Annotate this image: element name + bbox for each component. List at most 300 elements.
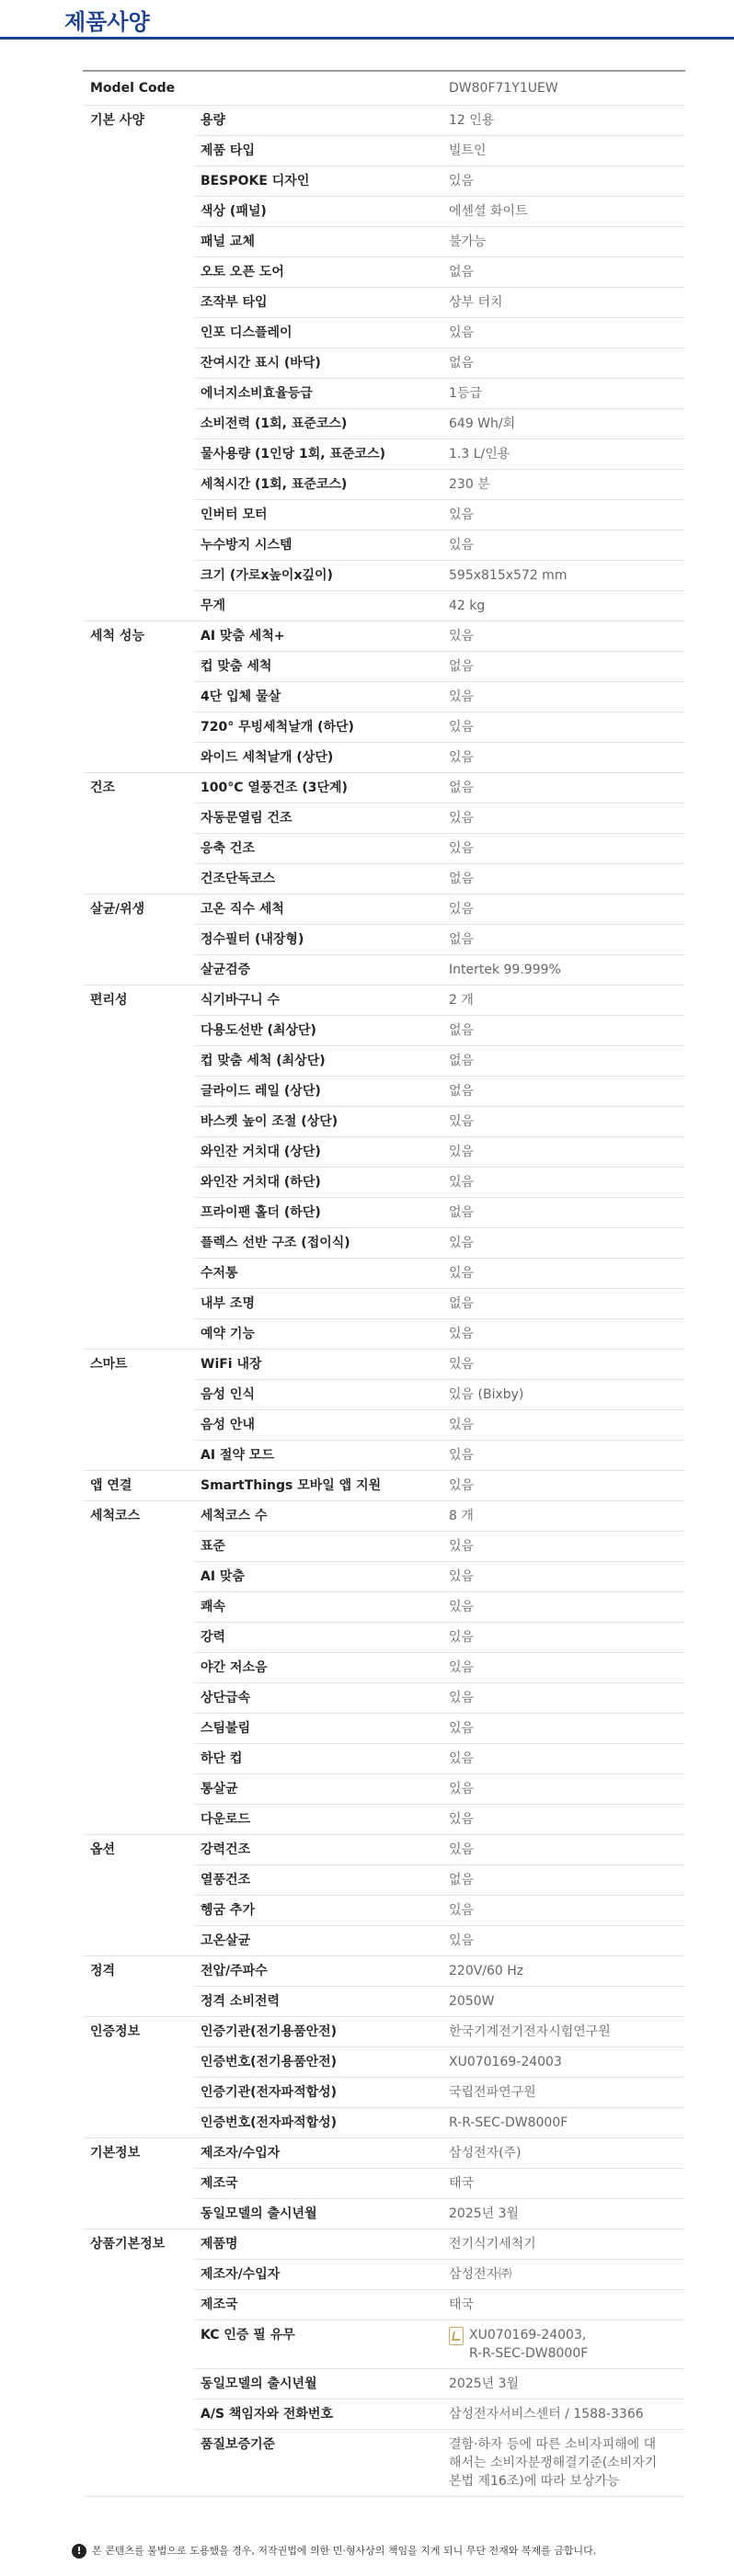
spec-value: 있음 [442, 1835, 685, 1865]
spec-label: AI 맞춤 세척+ [193, 621, 442, 652]
spec-value: 있음 [442, 1805, 685, 1835]
spec-row [83, 439, 685, 470]
spec-row [83, 470, 685, 500]
category-label: 살균/위생 [90, 902, 145, 917]
category-label [83, 1410, 193, 1441]
spec-row [83, 379, 685, 409]
spec-row [83, 1016, 685, 1046]
category-label [83, 1228, 193, 1259]
spec-value: 있음 [442, 804, 685, 834]
spec-row [83, 1441, 685, 1471]
spec-value: 12 인용 [442, 106, 685, 136]
spec-row [83, 1501, 685, 1532]
spec-value: 빌트인 [442, 136, 685, 166]
spec-row [83, 2369, 685, 2399]
spec-row [83, 348, 685, 379]
title-bar [0, 0, 734, 40]
spec-row [83, 1926, 685, 1956]
category-label [83, 166, 193, 197]
category-label [83, 1077, 193, 1107]
spec-label: 인포 디스플레이 [193, 318, 442, 348]
spec-row [83, 1137, 685, 1168]
spec-value: 있음 [442, 1410, 685, 1441]
spec-label: 통살균 [193, 1774, 442, 1805]
spec-row [83, 2199, 685, 2229]
spec-label: 제조국 [193, 2169, 442, 2199]
spec-row [83, 864, 685, 895]
spec-value: 2025년 3월 [442, 2199, 685, 2229]
spec-row [83, 1319, 685, 1350]
spec-row [83, 2138, 685, 2169]
spec-row [83, 1259, 685, 1289]
spec-label: 상단급속 [193, 1683, 442, 1714]
category-label [83, 712, 193, 743]
spec-value: 있음 [442, 1683, 685, 1714]
category-label: 세척코스 [90, 1509, 141, 1523]
spec-value: 없음 [442, 652, 685, 682]
spec-value: 있음 [442, 166, 685, 197]
category-label: 정격 [90, 1964, 116, 1978]
spec-label: 제품 타입 [193, 136, 442, 166]
spec-label: 하단 컵 [193, 1744, 442, 1774]
spec-row [83, 804, 685, 834]
spec-value: 없음 [442, 773, 685, 804]
spec-label: 누수방지 시스템 [193, 530, 442, 561]
spec-label: KC 인증 필 유무 [193, 2320, 442, 2369]
spec-value: 삼성전자㈜ [442, 2260, 685, 2290]
category-label [83, 1562, 193, 1592]
category-label [83, 2430, 193, 2497]
spec-value: 있음 [442, 1714, 685, 1744]
spec-row [83, 288, 685, 318]
category-label: 기본 사양 [90, 113, 144, 128]
spec-value: 있음 [442, 834, 685, 864]
spec-row [83, 1046, 685, 1077]
spec-value: 불가능 [442, 227, 685, 257]
spec-label: 패널 교체 [193, 227, 442, 257]
spec-row [83, 227, 685, 257]
spec-value: 있음 [442, 1653, 685, 1683]
category-label [83, 955, 193, 986]
spec-label: 인증번호(전기용품안전) [193, 2047, 442, 2078]
spec-row [83, 1744, 685, 1774]
spec-value: 있음 [442, 621, 685, 652]
category-label [83, 1380, 193, 1410]
spec-row [83, 2430, 685, 2497]
spec-table-wrap [83, 70, 685, 2497]
spec-value: 230 분 [442, 470, 685, 500]
spec-value: 있음 [442, 1562, 685, 1592]
spec-value: 2 개 [442, 986, 685, 1016]
spec-value: 없음 [442, 925, 685, 955]
spec-label: 내부 조명 [193, 1289, 442, 1319]
spec-value: 있음 [442, 1623, 685, 1653]
model-row [83, 72, 685, 106]
category-label [83, 500, 193, 530]
spec-row [83, 2047, 685, 2078]
category-label [83, 561, 193, 591]
spec-row [83, 925, 685, 955]
spec-label: 오토 오픈 도어 [193, 257, 442, 288]
spec-label: 크기 (가로x높이x깊이) [193, 561, 442, 591]
category-label [83, 1987, 193, 2017]
spec-label: 표준 [193, 1532, 442, 1562]
spec-value [442, 2320, 685, 2369]
category-label [83, 2078, 193, 2108]
category-label [83, 1046, 193, 1077]
category-label [83, 1805, 193, 1835]
category-label [83, 1289, 193, 1319]
spec-label: 헹굼 추가 [193, 1896, 442, 1926]
spec-value: 있음 [442, 1532, 685, 1562]
category-label [83, 2260, 193, 2290]
spec-row [83, 1835, 685, 1865]
category-label [83, 1441, 193, 1471]
spec-row [83, 1471, 685, 1501]
spec-value: 있음 [442, 1441, 685, 1471]
spec-value: 에센셜 화이트 [442, 197, 685, 227]
spec-label: BESPOKE 디자인 [193, 166, 442, 197]
category-label [83, 1714, 193, 1744]
category-label [83, 409, 193, 439]
spec-label: 제조국 [193, 2290, 442, 2320]
spec-row [83, 1107, 685, 1137]
category-label [83, 2399, 193, 2430]
spec-row [83, 1683, 685, 1714]
spec-label: 에너지소비효율등급 [193, 379, 442, 409]
category-label [83, 1319, 193, 1350]
spec-value: 전기식기세척기 [442, 2229, 685, 2260]
spec-row [83, 166, 685, 197]
spec-label: 무게 [193, 591, 442, 621]
spec-label: 품질보증기준 [193, 2430, 442, 2497]
category-label: 기본정보 [90, 2146, 141, 2160]
category-label [83, 682, 193, 712]
category-label [83, 1896, 193, 1926]
spec-row [83, 2290, 685, 2320]
spec-row [83, 1532, 685, 1562]
category-label [83, 530, 193, 561]
spec-label: 응축 건조 [193, 834, 442, 864]
category-label [83, 1107, 193, 1137]
category-label [83, 2047, 193, 2078]
spec-value: 있음 [442, 1137, 685, 1168]
category-label [83, 1683, 193, 1714]
spec-label: 스팀불림 [193, 1714, 442, 1744]
spec-row [83, 2229, 685, 2260]
category-label [83, 288, 193, 318]
category-label [83, 2290, 193, 2320]
spec-value: 없음 [442, 1289, 685, 1319]
spec-row [83, 1350, 685, 1380]
spec-value: 있음 [442, 1319, 685, 1350]
spec-label: 720° 무빙세척날개 (하단) [193, 712, 442, 743]
spec-label: 글라이드 레일 (상단) [193, 1077, 442, 1107]
category-label [83, 439, 193, 470]
model-value: DW80F71Y1UEW [442, 72, 685, 106]
spec-row [83, 1380, 685, 1410]
page-title: 제품사양 [64, 9, 150, 35]
spec-value: 있음 [442, 1350, 685, 1380]
spec-value: 있음 [442, 712, 685, 743]
spec-row [83, 1956, 685, 1987]
spec-row [83, 1805, 685, 1835]
spec-value: 있음 [442, 1259, 685, 1289]
spec-value: 없음 [442, 1077, 685, 1107]
spec-value: 220V/60 Hz [442, 1956, 685, 1987]
spec-row [83, 743, 685, 773]
category-label: 건조 [90, 781, 116, 795]
spec-label: 고온살균 [193, 1926, 442, 1956]
spec-row [83, 561, 685, 591]
spec-value: 8 개 [442, 1501, 685, 1532]
spec-table [83, 72, 685, 2497]
spec-label: 컵 맞춤 세척 [193, 652, 442, 682]
spec-label: 예약 기능 [193, 1319, 442, 1350]
spec-label: 동일모델의 출시년월 [193, 2199, 442, 2229]
spec-value: 없음 [442, 257, 685, 288]
spec-row [83, 2320, 685, 2369]
category-label [83, 1137, 193, 1168]
spec-value: 없음 [442, 1016, 685, 1046]
category-label [83, 1653, 193, 1683]
spec-row [83, 1987, 685, 2017]
category-label [83, 1865, 193, 1896]
category-label [83, 2108, 193, 2138]
spec-label: 인버터 모터 [193, 500, 442, 530]
spec-label: AI 맞춤 [193, 1562, 442, 1592]
spec-value: 있음 [442, 1168, 685, 1198]
spec-label: WiFi 내장 [193, 1350, 442, 1380]
spec-value: Intertek 99.999% [442, 955, 685, 986]
category-label [83, 2169, 193, 2199]
warning-icon: ! [72, 2544, 86, 2559]
spec-row [83, 955, 685, 986]
spec-value: 결함·하자 등에 따른 소비자피해에 대 해서는 소비자분쟁해결기준(소비자기 본법 제16조)에 따라 보상가능 [442, 2430, 685, 2497]
spec-label: 자동문열림 건조 [193, 804, 442, 834]
spec-label: 수저통 [193, 1259, 442, 1289]
category-label [83, 2369, 193, 2399]
spec-label: 와인잔 거치대 (상단) [193, 1137, 442, 1168]
category-label: 스마트 [90, 1357, 128, 1372]
spec-value: 태국 [442, 2290, 685, 2320]
spec-row [83, 500, 685, 530]
spec-value: 있음 [442, 743, 685, 773]
spec-label: 쾌속 [193, 1592, 442, 1623]
spec-label: 식기바구니 수 [193, 986, 442, 1016]
spec-label: 동일모델의 출시년월 [193, 2369, 442, 2399]
spec-label: 강력 [193, 1623, 442, 1653]
footer-notice [72, 2543, 660, 2559]
spec-row [83, 136, 685, 166]
spec-row [83, 1289, 685, 1319]
spec-value: XU070169-24003 [442, 2047, 685, 2078]
spec-value: 없음 [442, 348, 685, 379]
spec-label: 와이드 세척날개 (상단) [193, 743, 442, 773]
spec-label: 다용도선반 (최상단) [193, 1016, 442, 1046]
spec-label: 인증기관(전기용품안전) [193, 2017, 442, 2047]
spec-value: 있음 [442, 895, 685, 925]
spec-label: 다운로드 [193, 1805, 442, 1835]
spec-label: 바스켓 높이 조절 (상단) [193, 1107, 442, 1137]
spec-row [83, 409, 685, 439]
category-label [83, 1592, 193, 1623]
spec-row [83, 197, 685, 227]
spec-label: 컵 맞춤 세척 (최상단) [193, 1046, 442, 1077]
spec-row [83, 2108, 685, 2138]
spec-value: 삼성전자(주) [442, 2138, 685, 2169]
spec-label: 고온 직수 세척 [193, 895, 442, 925]
spec-label: AI 절약 모드 [193, 1441, 442, 1471]
spec-label: 인증기관(전자파적합성) [193, 2078, 442, 2108]
spec-value: 2025년 3월 [442, 2369, 685, 2399]
spec-label: 열풍건조 [193, 1865, 442, 1896]
category-label: 인증정보 [90, 2024, 141, 2039]
spec-label: 플렉스 선반 구조 (접이식) [193, 1228, 442, 1259]
category-label [83, 652, 193, 682]
spec-row [83, 2078, 685, 2108]
spec-value: 있음 [442, 500, 685, 530]
spec-label: 정수필터 (내장형) [193, 925, 442, 955]
spec-label: 와인잔 거치대 (하단) [193, 1168, 442, 1198]
spec-label: 건조단독코스 [193, 864, 442, 895]
spec-row [83, 1198, 685, 1228]
spec-value: R-R-SEC-DW8000F [442, 2108, 685, 2138]
spec-row [83, 621, 685, 652]
category-label [83, 318, 193, 348]
category-label [83, 591, 193, 621]
spec-row [83, 1410, 685, 1441]
category-label: 앱 연결 [83, 1471, 193, 1501]
spec-value: 1등급 [442, 379, 685, 409]
spec-value: 없음 [442, 1046, 685, 1077]
spec-label: 100°C 열풍건조 (3단계) [193, 773, 442, 804]
kc-value-text: XU070169-24003, R-R-SEC-DW8000F [469, 2328, 589, 2361]
spec-row [83, 1653, 685, 1683]
spec-row [83, 318, 685, 348]
spec-row [83, 1714, 685, 1744]
spec-row [83, 1896, 685, 1926]
category-label [83, 470, 193, 500]
category-label [83, 1198, 193, 1228]
spec-value: 상부 터치 [442, 288, 685, 318]
spec-label: 색상 (패널) [193, 197, 442, 227]
category-label [83, 1744, 193, 1774]
spec-value: 있음 [442, 1744, 685, 1774]
spec-value: 없음 [442, 1198, 685, 1228]
spec-label: 세척시간 (1회, 표준코스) [193, 470, 442, 500]
category-label [83, 834, 193, 864]
spec-value: 595x815x572 mm [442, 561, 685, 591]
spec-value: 있음 [442, 1471, 685, 1501]
category-label [83, 348, 193, 379]
spec-value: 있음 [442, 682, 685, 712]
spec-value: 있음 (Bixby) [442, 1380, 685, 1410]
spec-row [83, 2169, 685, 2199]
spec-value: 있음 [442, 318, 685, 348]
spec-value: 국립전파연구원 [442, 2078, 685, 2108]
spec-value: 있음 [442, 530, 685, 561]
category-label [83, 1926, 193, 1956]
spec-row [83, 1774, 685, 1805]
category-label: 편리성 [90, 993, 128, 1008]
category-label: 세척 성능 [90, 629, 144, 644]
category-label: 옵션 [90, 1842, 116, 1857]
spec-label: 음성 인식 [193, 1380, 442, 1410]
category-label [83, 136, 193, 166]
spec-value: 있음 [442, 1107, 685, 1137]
category-label [83, 257, 193, 288]
spec-row [83, 1592, 685, 1623]
category-label: 상품기본정보 [90, 2237, 166, 2251]
spec-value: 있음 [442, 1926, 685, 1956]
kc-certification-icon [449, 2327, 464, 2345]
spec-label: 세척코스 수 [193, 1501, 442, 1532]
spec-label: 4단 입체 물살 [193, 682, 442, 712]
spec-row [83, 773, 685, 804]
spec-value: 649 Wh/회 [442, 409, 685, 439]
spec-label: 용량 [193, 106, 442, 136]
spec-label: 잔여시간 표시 (바닥) [193, 348, 442, 379]
spec-row [83, 1562, 685, 1592]
spec-row [83, 1623, 685, 1653]
spec-row [83, 530, 685, 561]
category-label [83, 227, 193, 257]
spec-label: 제조자/수입자 [193, 2138, 442, 2169]
category-label [83, 2199, 193, 2229]
spec-label: 인증번호(전자파적합성) [193, 2108, 442, 2138]
spec-label: 정격 소비전력 [193, 1987, 442, 2017]
spec-value: 42 kg [442, 591, 685, 621]
spec-row [83, 2017, 685, 2047]
spec-value: 한국기계전기전자시험연구원 [442, 2017, 685, 2047]
spec-label: 조작부 타입 [193, 288, 442, 318]
spec-label: 제조자/수입자 [193, 2260, 442, 2290]
spec-row [83, 2260, 685, 2290]
spec-value: 삼성전자서비스센터 / 1588-3366 [442, 2399, 685, 2430]
category-label [83, 743, 193, 773]
spec-row [83, 1865, 685, 1896]
spec-value: 2050W [442, 1987, 685, 2017]
category-label [83, 804, 193, 834]
spec-value: 없음 [442, 864, 685, 895]
spec-value: 태국 [442, 2169, 685, 2199]
category-label [83, 1774, 193, 1805]
spec-value: 있음 [442, 1774, 685, 1805]
spec-row [83, 682, 685, 712]
category-label [83, 1532, 193, 1562]
spec-label: 물사용량 (1인당 1회, 표준코스) [193, 439, 442, 470]
spec-row [83, 895, 685, 925]
spec-row [83, 257, 685, 288]
spec-row [83, 106, 685, 136]
category-label [83, 2320, 193, 2369]
spec-row [83, 986, 685, 1016]
category-label [83, 197, 193, 227]
category-label [83, 1623, 193, 1653]
spec-label: 야간 저소음 [193, 1653, 442, 1683]
spec-label: 음성 안내 [193, 1410, 442, 1441]
spec-value: 1.3 L/인용 [442, 439, 685, 470]
spec-value: 있음 [442, 1896, 685, 1926]
model-label: Model Code [83, 72, 442, 106]
spec-label: SmartThings 모바일 앱 지원 [193, 1471, 442, 1501]
category-label [83, 1168, 193, 1198]
spec-row [83, 1228, 685, 1259]
category-label [83, 925, 193, 955]
spec-row [83, 652, 685, 682]
spec-label: 소비전력 (1회, 표준코스) [193, 409, 442, 439]
